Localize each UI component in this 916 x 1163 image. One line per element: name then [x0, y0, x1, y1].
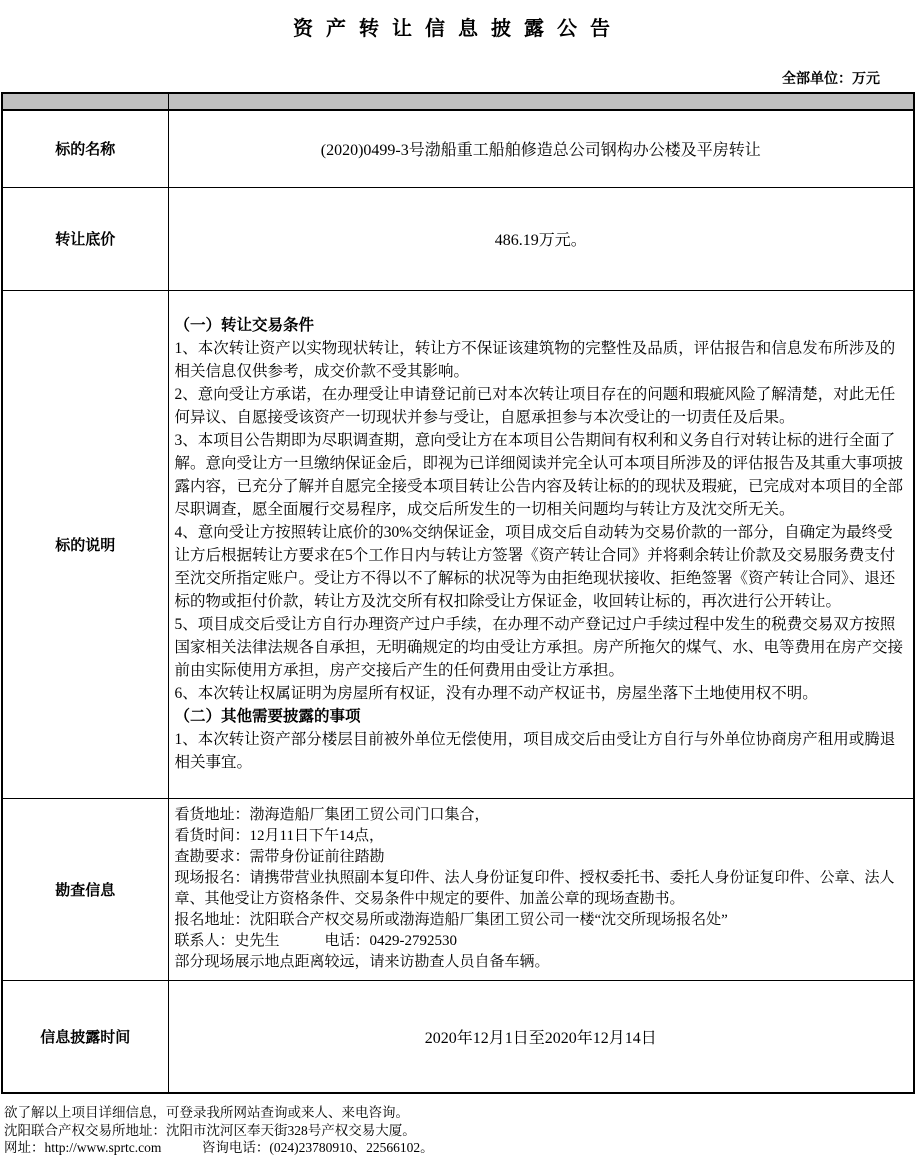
table-header-value-cell	[168, 93, 914, 110]
text-line: 4、意向受让方按照转让底价的30%交纳保证金，项目成交后自动转为交易价款的一部分，自确定为最终受让方后根据转让方要求在5个工作日内与转让方签署《资产转让合同》并将剩余转让价款及交易服务费支付至沈交所指定账户。受让方不得以不了解标的状况等为由拒绝现状接收、拒绝签署《资产转让合同》、退还标的物或拒付价款，转让方及沈交所有权扣除受让方保证金，收回转让标的，再次进行公开转让。	[174, 524, 896, 610]
row-value-subject-description	[168, 290, 914, 798]
text-line: 部分现场展示地点距离较远，请来访勘查人员自备车辆。	[174, 954, 550, 970]
text-line: 现场报名：请携带营业执照副本复印件、法人身份证复印件、授权委托书、委托人身份证复印件、公章、法人章、其他受让方资格条件、交易条件中规定的要件、加盖公章的现场查勘书。	[174, 870, 895, 907]
row-label-floor-price: 转让底价	[2, 187, 168, 290]
text-line: 2、意向受让方承诺，在办理受让申请登记前已对本次转让项目存在的问题和瑕疵风险了解清楚，对此无任何异议、自愿接受该资产一切现状并参与受让，自愿承担参与本次受让的一切责任及后果。	[174, 386, 896, 426]
row-value-subject-name: (2020)0499-3号渤船重工船舶修造总公司钢构办公楼及平房转让	[168, 110, 914, 187]
text-line: （二）其他需要披露的事项	[174, 708, 361, 725]
disclosure-table	[1, 92, 915, 1094]
table-header-label-cell	[2, 93, 168, 110]
row-label-disclosure-period: 信息披露时间	[2, 980, 168, 1093]
text-line: 网址：http://www.sprtc.com 咨询电话：(024)23780910、22566102。	[4, 1140, 434, 1155]
row-label-subject-description: 标的说明	[2, 290, 168, 798]
text-line: 看货地址：渤海造船厂集团工贸公司门口集合，	[174, 807, 490, 823]
row-subject-description	[2, 290, 914, 798]
text-line: 联系人：史先生 电话：0429-2792530	[174, 933, 457, 949]
row-label-survey-info: 勘查信息	[2, 798, 168, 980]
row-value-floor-price: 486.19万元。	[168, 187, 914, 290]
text-line: 1、本次转让资产以实物现状转让，转让方不保证该建筑物的完整性及品质，评估报告和信息发布所涉及的相关信息仅供参考，成交价款不受其影响。	[174, 340, 896, 380]
text-line: 1、本次转让资产部分楼层目前被外单位无偿使用，项目成交后由受让方自行与外单位协商房产租用或腾退相关事宜。	[174, 731, 896, 771]
text-line: 沈阳联合产权交易所地址：沈阳市沈河区奉天街328号产权交易大厦。	[4, 1122, 416, 1138]
row-survey-info	[2, 798, 914, 980]
row-floor-price	[2, 187, 914, 290]
units-note: 全部单位：万元	[782, 72, 880, 87]
text-line: （一）转让交易条件	[174, 317, 315, 334]
text-line: 报名地址：沈阳联合产权交易所或渤海造船厂集团工贸公司一楼“沈交所现场报名处”	[174, 912, 728, 928]
row-value-survey-info	[168, 798, 914, 980]
row-label-subject-name: 标的名称	[2, 110, 168, 187]
footer-notes	[4, 1104, 434, 1157]
text-line: 查勘要求：需带身份证前往踏勘	[174, 849, 385, 865]
row-subject-name	[2, 110, 914, 187]
text-line: 5、项目成交后受让方自行办理资产过户手续，在办理不动产登记过户手续过程中发生的税费交易双方按照国家相关法律法规各自承担，无明确规定的均由受让方承担。房产所拖欠的煤气、水、电等费用在房产交接前由实际使用方承担，房产交接后产生的任何费用由受让方承担。	[174, 616, 904, 679]
table-header-bar	[2, 93, 914, 110]
text-line: 看货时间：12月11日下午14点，	[174, 828, 384, 844]
text-line: 3、本项目公告期即为尽职调查期，意向受让方在本项目公告期间有权利和义务自行对转让标的进行全面了解。意向受让方一旦缴纳保证金后，即视为已详细阅读并完全认可本项目所涉及的评估报告及其重大事项披露内容，已充分了解并自愿完全接受本项目转让公告内容及转让标的的现状及瑕疵，已完成对本项目的全部尽职调查，愿全面履行交易程序，成交后所发生的一切相关问题均与转让方及沈交所无关。	[174, 432, 904, 518]
text-line: 6、本次转让权属证明为房屋所有权证，没有办理不动产权证书，房屋坐落下土地使用权不明。	[174, 685, 818, 702]
text-line: 欲了解以上项目详细信息，可登录我所网站查询或来人、来电咨询。	[4, 1105, 409, 1120]
row-disclosure-period	[2, 980, 914, 1093]
page-title: 资产转让信息披露公告	[293, 18, 623, 40]
row-value-disclosure-period: 2020年12月1日至2020年12月14日	[168, 980, 914, 1093]
